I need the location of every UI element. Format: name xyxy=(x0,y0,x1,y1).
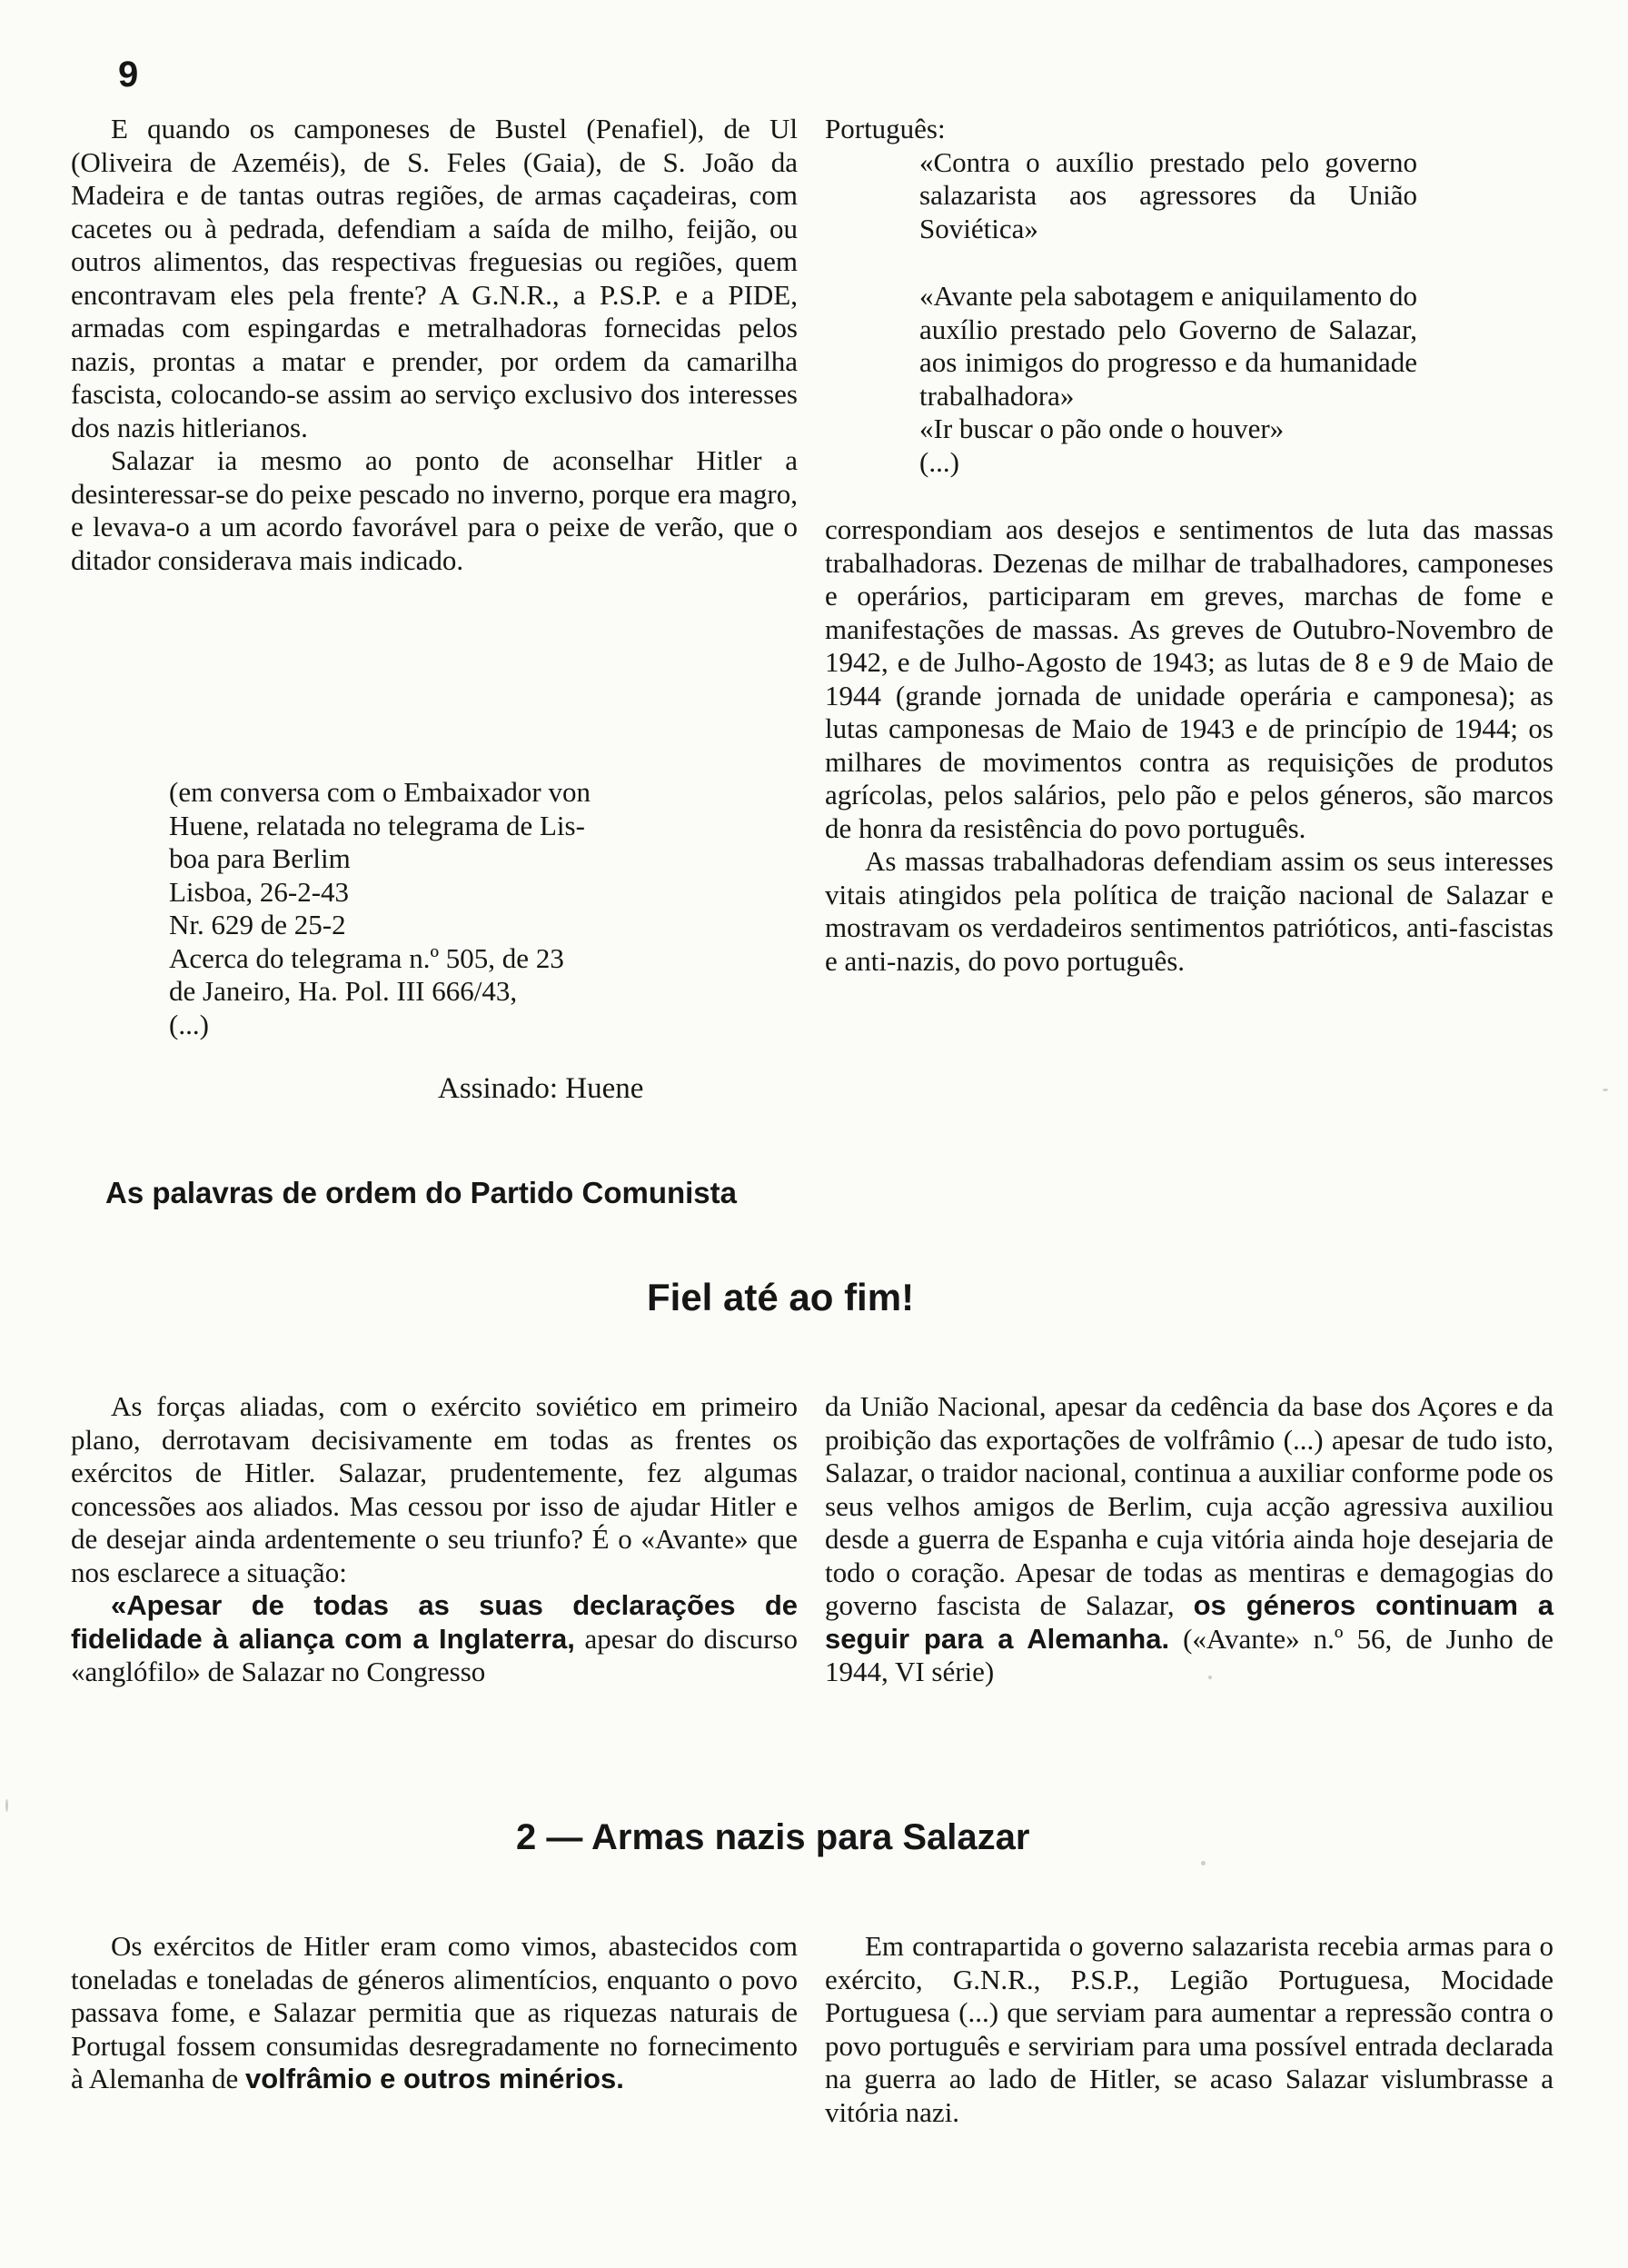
source-line: boa para Berlim xyxy=(169,842,351,874)
source-line: Nr. 629 de 25-2 xyxy=(169,909,346,940)
signature-line: Assinado: Huene xyxy=(438,1072,644,1105)
left-subheading: As palavras de ordem do Partido Comunista xyxy=(105,1176,737,1209)
source-line: Acerca do telegrama n.º 505, de 23 xyxy=(169,941,564,974)
section1-right-column xyxy=(825,1390,1554,1689)
avante-citation: («Avante» n.º 56, de Junho de 1944, VI série) xyxy=(825,1622,1554,1687)
slogan-quote: «Contra o auxílio prestado pelo governo salazarista aos agressores da União Soviética» xyxy=(919,145,1417,244)
source-line: Huene, relatada no telegrama de Lis- xyxy=(169,809,585,841)
top-right-column xyxy=(825,113,1554,978)
source-line: (...) xyxy=(169,1008,209,1040)
section2-right-column xyxy=(825,1930,1554,2129)
print-speck xyxy=(1208,1676,1212,1679)
avante-quote-tail: apesar do discurso «anglófilo» de Salazar no Congresso xyxy=(71,1622,798,1687)
party-slogans xyxy=(919,146,1417,480)
avante-quote-emphasis: os géneros continuam a seguir para a Alemanha. xyxy=(825,1589,1554,1655)
telegram-source xyxy=(169,776,750,1041)
section-title-armas: 2 — Armas nazis para Salazar xyxy=(516,1817,1030,1857)
right-intro: Português: xyxy=(825,113,946,144)
print-speck xyxy=(1603,1089,1608,1091)
paragraph-contrapartida: Em contrapartida o governo salazarista recebia armas para o exército, G.N.R., P.S.P., Legião Portuguesa, Mocidade Portuguesa (...) que serviam para aumentar a repressão contra o povo português e serviriam para uma possível entrada declarada na guerra ao lado de Hitler, se acaso Salazar vislumbrasse a vitória nazi. xyxy=(825,1930,1554,2128)
section2-left-column xyxy=(71,1930,798,2096)
paragraph-forcas-aliadas: As forças aliadas, com o exército soviético em primeiro plano, derrotavam decisivamente em todas as frentes os exércitos de Hitler. Salazar, prudentemente, fez algumas concessões aos aliados. Mas cessou por isso de ajudar Hitler e de desejar ainda ardentemente o seu triunfo? É o «Avante» que nos esclarece a situação: xyxy=(71,1390,798,1588)
section1-left-column xyxy=(71,1390,798,1689)
avante-quote xyxy=(71,1589,798,1689)
slogan-quote: «Ir buscar o pão onde o houver» xyxy=(919,413,1285,444)
slogan-ellipsis: (...) xyxy=(919,445,959,478)
exercitos-text: Os exércitos de Hitler eram como vimos, abastecidos com toneladas e toneladas de géneros alimentícios, enquanto o povo passava fome, e Salazar permitia que as riquezas naturais de Portugal fossem consumidas desregradamente no fornecimento à Alemanha de xyxy=(71,1930,798,2094)
source-line: de Janeiro, Ha. Pol. III 666/43, xyxy=(169,975,518,1007)
paragraph-camponeses: E quando os camponeses de Bustel (Penafiel), de Ul (Oliveira de Azeméis), de S. Feles (Gaia), de S. João da Madeira e de tantas outras regiões, de armas caçadeiras, com cacetes ou à pedrada, defendiam a saída de milho, feijão, ou outros alimentos, das respectivas freguesias ou regiões, quem encontravam eles pela frente? A G.N.R., a P.S.P. e a PIDE, armadas com espingardas e metralhadoras fornecidas pelos nazis, prontas a matar e prender, por ordem da camarilha fascista, colocando-se assim ao serviço exclusivo dos interesses dos nazis hitlerianos. xyxy=(71,113,798,443)
section-title-fiel: Fiel até ao fim! xyxy=(647,1276,915,1318)
top-left-column xyxy=(71,113,798,577)
paragraph-salazar-peixe: Salazar ia mesmo ao ponto de aconselhar Hitler a desinteressar-se do peixe pescado no inverno, porque era magro, e levava-o a um acordo favorável para o peixe de verão, que o ditador considerava mais indicado. xyxy=(71,444,798,576)
print-speck xyxy=(1201,1861,1206,1865)
page-number: 9 xyxy=(118,55,139,94)
print-speck xyxy=(5,1799,8,1812)
source-line: (em conversa com o Embaixador von xyxy=(169,776,591,808)
avante-quote-continued xyxy=(825,1390,1554,1689)
avante-quote-bold: «Apesar de todas as suas declarações de fidelidade à aliança com a Inglaterra, xyxy=(71,1589,798,1655)
source-line: Lisboa, 26-2-43 xyxy=(169,875,350,908)
paragraph-massas: As massas trabalhadoras defendiam assim os seus interesses vitais atingidos pela política de traição nacional de Salazar e mostravam os verdadeiros sentimentos patrióticos, anti-fascistas e anti-nazis, do povo português. xyxy=(825,845,1554,977)
volframio-emphasis: volfrâmio e outros minérios. xyxy=(244,2063,624,2094)
avante-quote-body: da União Nacional, apesar da cedência da base dos Açores e da proibição das exportações de volfrâmio (...) apesar de tudo isto, Salazar, o traidor nacional, continua a auxiliar conforme pode os seus velhos amigos de Berlim, cuja acção agressiva auxiliou desde a guerra de Espanha e cuja vitória ainda hoje desejaria de todo o coração. Apesar de todas as mentiras e demagogias do governo fascista de Salazar, xyxy=(825,1390,1554,1621)
paragraph-lutas: correspondiam aos desejos e sentimentos de luta das massas trabalhadoras. Dezenas de milhar de trabalhadores, camponeses e operários, participaram em greves, marchas de fome e manifestações de massas. As greves de Outubro-Novembro de 1942, e de Julho-Agosto de 1943; as lutas de 8 e 9 de Maio de 1944 (grande jornada de unidade operária e camponesa); as lutas camponesas de Maio de 1943 e de princípio de 1944; os milhares de movimentos contra as requisições de produtos agrícolas, pelos salários, pelo pão e pelos géneros, são marcos de honra da resistência do povo português. xyxy=(825,513,1554,844)
paragraph-exercitos-hitler xyxy=(71,1930,798,2096)
slogan-quote: «Avante pela sabotagem e aniquilamento do auxílio prestado pelo Governo de Salazar, aos inimigos do progresso e da humanidade trabalhadora» xyxy=(919,280,1417,412)
